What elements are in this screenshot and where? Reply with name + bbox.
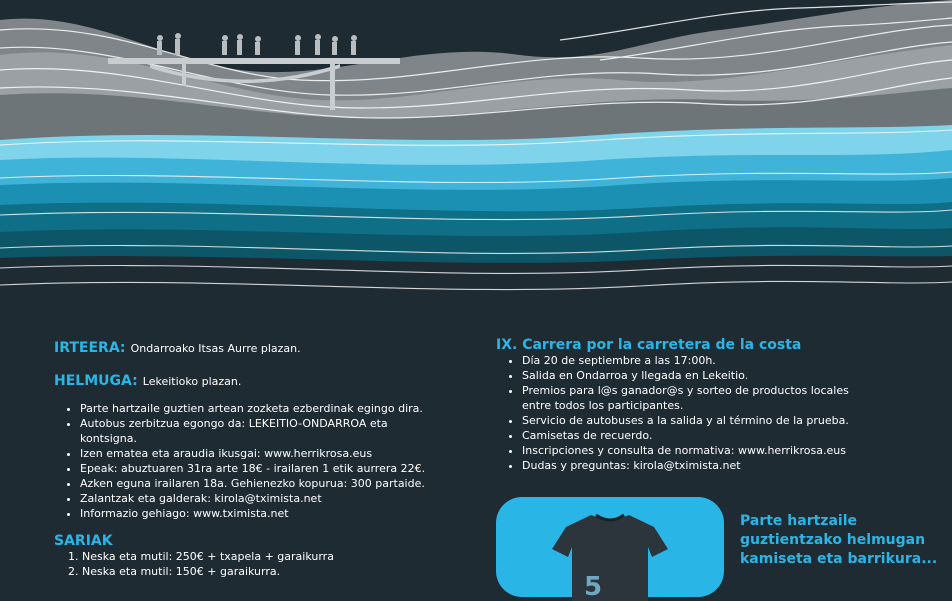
left-column [54,337,474,579]
list-item: • Epeak: abuztuaren 31ra arte 18€ - irailaren 1 etik aurrera 22€. [80,461,474,476]
list-item: • Dudas y preguntas: kirola@tximista.net [522,458,916,473]
tshirt-image [496,497,724,601]
list-item: • Parte hartzaile guztien artean zozketa ezberdinak egingo dira. [80,401,474,416]
list-item: 2. Neska eta mutil: 150€ + garaikurra. [82,564,474,579]
helmuga-label: HELMUGA: [54,373,138,389]
promo-text: Parte hartzaile guztientzako helmugan kamiseta eta barrikura... [740,513,938,567]
list-item: • Servicio de autobuses a la salida y al término de la prueba. [522,413,916,428]
race-title: IX. Carrera por la carretera de la costa [496,337,802,353]
irteera-text: Ondarroako Itsas Aurre plazan. [130,342,301,355]
prizes-list [54,549,474,579]
list-item: 1. Neska eta mutil: 250€ + txapela + garaikurra [82,549,474,564]
list-item: • Zalantzak eta galderak: kirola@tximista.net [80,491,474,506]
list-item: • Inscripciones y consulta de normativa: www.herrikrosa.eus [522,443,916,458]
svg-text:5: 5 [584,572,603,601]
helmuga-text: Lekeitioko plazan. [142,375,242,388]
tshirt-icon [496,497,724,601]
list-item: • Informazio gehiago: www.tximista.net [80,506,474,521]
list-item: • Día 20 de septiembre a las 17:00h. [522,353,916,368]
list-item: • Salida en Ondarroa y llegada en Lekeitio. [522,368,916,383]
list-item: • Autobus zerbitzua egongo da: LEKEITIO-ONDARROA eta kontsigna. [80,416,420,446]
irteera-row [54,337,474,356]
irteera-label: IRTEERA: [54,340,126,356]
right-column [496,337,916,473]
helmuga-row [54,370,474,389]
info-list-es [496,353,916,473]
list-item: • Izen ematea eta araudia ikusgai: www.herrikrosa.eus [80,446,474,461]
info-list-eu [54,401,474,521]
sariak-title: SARIAK [54,533,113,549]
list-item: • Camisetas de recuerdo. [522,428,916,443]
list-item: • Premios para l@s ganador@s y sorteo de productos locales entre todos los participantes. [522,383,862,413]
list-item: • Azken eguna irailaren 18a. Gehienezko kopurua: 300 partaide. [80,476,474,491]
